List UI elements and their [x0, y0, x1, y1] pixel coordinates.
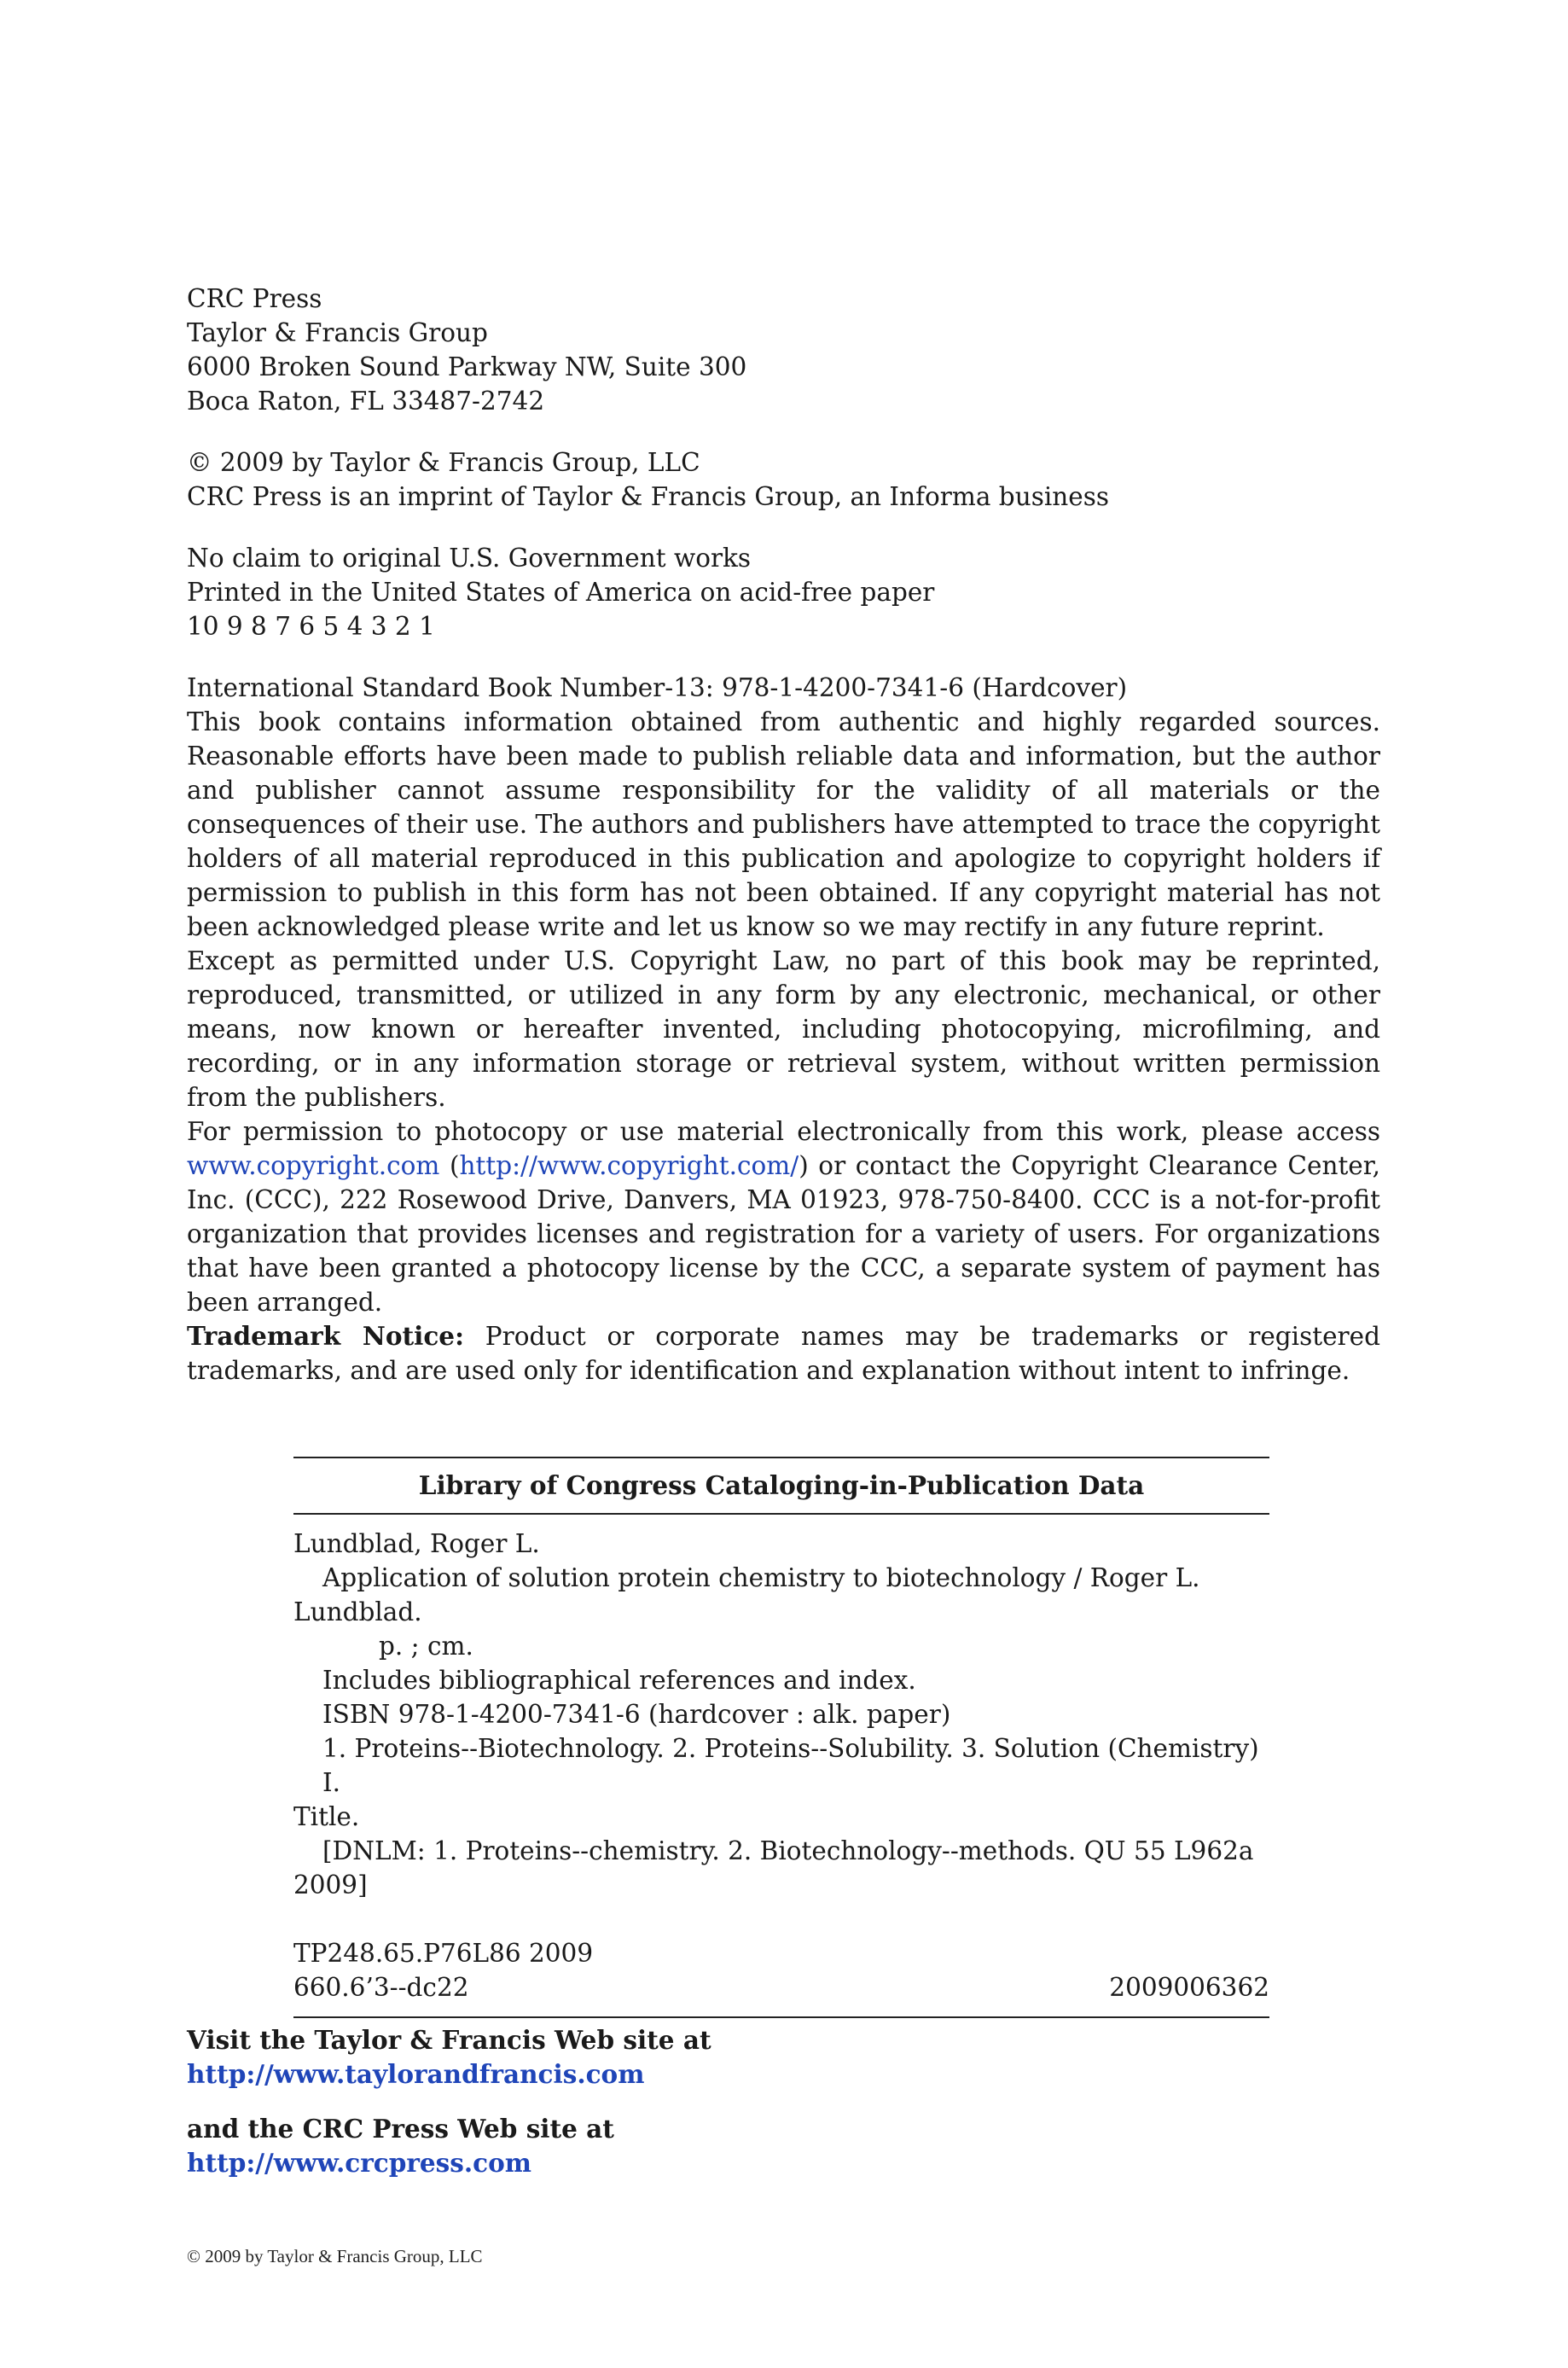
cip-dewey-row — [293, 1970, 1269, 2004]
page-footer: © 2009 by Taylor & Francis Group, LLC — [187, 2246, 483, 2266]
cip-spacer — [293, 1902, 1269, 1936]
cip-title-line: Application of solution protein chemistry to biotechnology / Roger L. — [322, 1563, 1200, 1592]
copyright-url-link[interactable]: http://www.copyright.com/ — [459, 1151, 799, 1180]
address-line: Boca Raton, FL 33487-2742 — [187, 387, 545, 416]
cip-notes: Includes bibliographical references and index. — [322, 1666, 916, 1695]
permission-paragraph — [187, 1114, 1380, 1319]
cip-author: Lundblad, Roger L. — [293, 1529, 540, 1558]
permission-intro: For permission to photocopy or use material electronically from this work, please access — [187, 1117, 1380, 1146]
permission-rest: ) or contact the Copyright Clearance Center, Inc. (CCC), 222 Rosewood Drive, Danvers, MA 01923, 978-750-8400. CCC is a not-for-profit organization that provides licenses and registration for a variety of users. For organizations that have been granted a photocopy license by the CCC, a separate system of payment has been arranged. — [187, 1151, 1380, 1317]
trademark-label: Trademark Notice: — [187, 1321, 464, 1351]
copyright-law-paragraph: Except as permitted under U.S. Copyright Law, no part of this book may be reprinted, reproduced, transmitted, or utilized in any form by any electronic, mechanical, or other means, now known or hereafter invented, including photocopying, microfilming, and recording, or in any information storage or retrieval system, without written permission from the publishers. — [187, 946, 1380, 1112]
tf-site-label: Visit the Taylor & Francis Web site at — [187, 2025, 711, 2055]
imprint-line: CRC Press is an imprint of Taylor & Francis Group, an Informa business — [187, 482, 1109, 511]
printed-in-line: Printed in the United States of America on acid-free paper — [187, 578, 935, 607]
cip-bottom-rule — [293, 2016, 1269, 2018]
visit-spacer — [187, 2092, 711, 2112]
trademark-text: Product or corporate names may be trademarks or registered trademarks, and are used only for identification and explanation without intent to infringe. — [187, 1322, 1380, 1385]
isbn-line: International Standard Book Number-13: 978-1-4200-7341-6 (Hardcover) — [187, 673, 1128, 702]
cip-lc-class: TP248.65.P76L86 2009 — [293, 1939, 594, 1968]
cip-dnlm: [DNLM: 1. Proteins--chemistry. 2. Biotechnology--methods. QU 55 L962a — [322, 1836, 1254, 1865]
cip-subjects: 1. Proteins--Biotechnology. 2. Proteins--Solubility. 3. Solution (Chemistry) I. — [322, 1734, 1259, 1797]
cip-dnlm: 2009] — [293, 1871, 368, 1900]
tf-site-link[interactable]: http://www.taylorandfrancis.com — [187, 2059, 645, 2089]
cip-subjects: Title. — [293, 1802, 360, 1831]
crc-site-link[interactable]: http://www.crcpress.com — [187, 2148, 531, 2178]
print-number-line: 10 9 8 7 6 5 4 3 2 1 — [187, 612, 435, 641]
address-line: CRC Press — [187, 284, 322, 313]
cip-isbn: ISBN 978-1-4200-7341-6 (hardcover : alk. paper) — [322, 1700, 951, 1729]
sources-paragraph: This book contains information obtained from authentic and highly regarded sources. Reasonable efforts have been made to publish reliable data and information, but the author and publisher cannot assume responsibility for the validity of all materials or the consequences of their use. The authors and publishers have attempted to trace the copyright holders of all material reproduced in this publication and apologize to copyright holders if permission to publish in this form has not been obtained. If any copyright material has not been acknowledged please write and let us know so we may rectify in any future reprint. — [187, 707, 1380, 941]
copyright-line: © 2009 by Taylor & Francis Group, LLC — [187, 448, 700, 477]
printing-info — [187, 541, 1380, 643]
copyright-com-link[interactable]: www.copyright.com — [187, 1151, 440, 1180]
cip-lccn: 2009006362 — [1109, 1973, 1269, 2002]
cip-dewey: 660.6’3--dc22 — [293, 1973, 469, 2002]
publisher-address — [187, 282, 1380, 418]
address-line: Taylor & Francis Group — [187, 318, 488, 347]
address-line: 6000 Broken Sound Parkway NW, Suite 300 — [187, 352, 747, 381]
cip-title: Library of Congress Cataloging-in-Publication Data — [418, 1470, 1145, 1500]
cip-title-line: Lundblad. — [293, 1597, 422, 1626]
government-works-line: No claim to original U.S. Government works — [187, 544, 752, 573]
copyright-notice — [187, 445, 1380, 514]
cip-data-block — [293, 1457, 1269, 2018]
permission-paren: ( — [439, 1151, 460, 1180]
website-links — [187, 2023, 711, 2180]
cip-physical: p. ; cm. — [379, 1632, 473, 1661]
crc-site-label: and the CRC Press Web site at — [187, 2114, 614, 2144]
trademark-notice — [187, 1319, 1380, 1388]
copyright-page-body — [187, 282, 1380, 1388]
cip-body — [293, 1515, 1269, 2016]
